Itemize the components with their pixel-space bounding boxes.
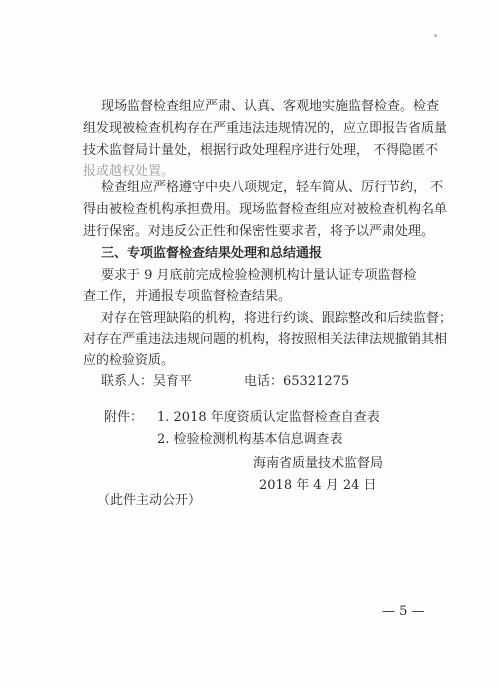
disclosure-note: （此件主动公开）	[97, 493, 202, 508]
section-3-para-b-line-3: 应的检验资质。	[83, 353, 175, 368]
section-3-para-b-line-1: 对存在管理缺陷的机构，将进行约谈、跟踪整改和后续监督；	[101, 311, 453, 326]
paragraph-1-line-3: 技术监督局计量处，根据行政处理程序进行处理， 不得隐匿不	[83, 143, 439, 158]
scan-speck	[434, 34, 437, 37]
contact-person: 联系人：吴育平	[101, 374, 193, 389]
paragraph-2-line-3: 进行保密。对违反公正性和保密性要求者，将予以严肃处理。	[83, 224, 435, 239]
section-3-para-a-line-1: 要求于 9 月底前完成检验检测机构计量认证专项监督检	[101, 268, 417, 283]
attachments-label: 附件：	[104, 410, 144, 425]
issue-date: 2018 年 4 月 24 日	[259, 478, 377, 493]
paragraph-2-line-1: 检查组应严格遵守中央八项规定，轻车简从、厉行节约， 不	[101, 180, 444, 195]
paragraph-1-line-4: 报或越权处置。	[83, 164, 175, 179]
section-3-heading: 三、专项监督检查结果处理和总结通报	[101, 246, 323, 261]
paragraph-1-line-2: 组发现被检查机构存在严重违法违规情况的，应立即报告省质量	[83, 121, 448, 136]
attachment-item-2: 2. 检验检测机构基本信息调查表	[157, 432, 343, 447]
paragraph-2-line-2: 得由被检查机构承担费用。现场监督检查组应对被检查机构名单	[83, 202, 448, 217]
section-3-para-b-line-2: 对存在严重违法违规问题的机构，将按照相关法律法规撤销其相	[83, 332, 448, 347]
page-number: — 5 —	[382, 604, 425, 619]
attachment-item-1: 1. 2018 年度资质认定监督检查自查表	[157, 410, 380, 425]
contact-phone: 电话：65321275	[244, 374, 350, 389]
paragraph-1-line-1: 现场监督检查组应严肃、认真、客观地实施监督检查。检查	[101, 99, 440, 114]
issuing-organization: 海南省质量技术监督局	[253, 456, 384, 471]
section-3-para-a-line-2: 查工作，并通报专项监督检查结果。	[83, 289, 292, 304]
